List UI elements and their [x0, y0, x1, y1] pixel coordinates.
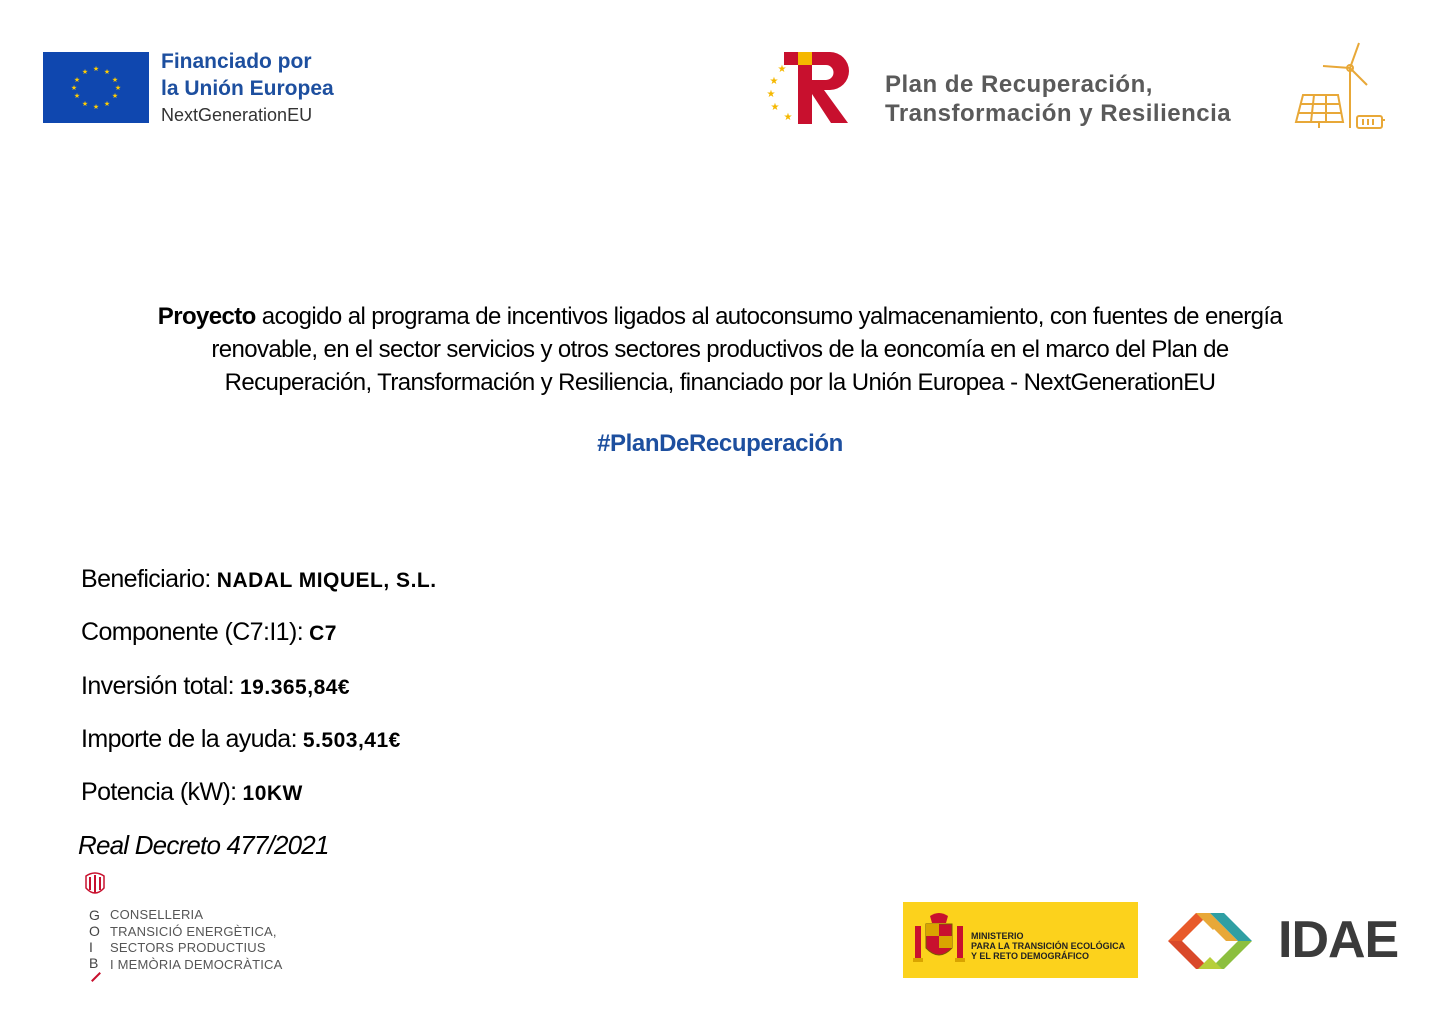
prtr-line-2: Transformación y Resiliencia [885, 100, 1232, 127]
ministerio-line: Y EL RETO DEMOGRÁFICO [971, 951, 1090, 961]
svg-text:★: ★ [777, 64, 787, 75]
svg-text:★: ★ [103, 100, 111, 108]
goib-letter: B [89, 955, 99, 971]
svg-text:★: ★ [770, 102, 780, 113]
field-label: Potencia (kW): [81, 778, 237, 806]
svg-text:★: ★ [92, 65, 100, 73]
goib-line: SECTORS PRODUCTIUS [110, 940, 266, 955]
ministerio-line: PARA LA TRANSICIÓN ECOLÓGICA [971, 941, 1126, 951]
ministerio-text [971, 931, 1125, 961]
field-label: Importe de la ayuda: [81, 725, 297, 753]
field-componente [81, 618, 337, 647]
eu-line-3: NextGenerationEU [161, 105, 313, 125]
field-value: 10KW [242, 782, 303, 805]
spain-coat-of-arms-icon [912, 912, 966, 970]
svg-text:★: ★ [769, 76, 779, 87]
svg-text:★: ★ [81, 68, 89, 76]
description-line-3: Recuperación, Transformación y Resiliencia, financiado por la Unión Europea - NextGenerationEU [224, 369, 1216, 396]
description-line-2: renovable, en el sector servicios y otros sectores productivos de la eoncomía en el marco del Plan de [211, 336, 1229, 363]
project-description [40, 300, 1400, 399]
wind-solar-battery-icon [1293, 40, 1388, 132]
eu-line-1: Financiado por [161, 50, 312, 73]
description-line-1-text: acogido al programa de incentivos ligados al autoconsumo yalmacenamiento, con fuentes de energía [255, 303, 1283, 330]
field-value: C7 [309, 622, 337, 645]
goib-letter: G [89, 907, 100, 923]
eu-funding-label [161, 48, 334, 128]
goib-crest-icon [84, 870, 106, 898]
field-importe [81, 725, 401, 754]
svg-text:★: ★ [111, 92, 119, 100]
field-label: Inversión total: [81, 672, 234, 700]
goib-line: CONSELLERIA [110, 907, 204, 922]
field-value: 5.503,41€ [302, 729, 401, 752]
hashtag: #PlanDeRecuperación [597, 430, 843, 457]
eu-flag-icon [43, 52, 149, 123]
field-inversion [81, 672, 350, 701]
svg-text:★: ★ [783, 112, 793, 123]
goib-letter: I [89, 939, 93, 955]
field-value: 19.365,84€ [240, 676, 351, 699]
goib-conselleria-text [110, 907, 283, 973]
prtr-logo-icon [768, 50, 863, 125]
svg-text:★: ★ [81, 100, 89, 108]
goib-slash-mark [91, 972, 101, 982]
svg-text:★: ★ [103, 68, 111, 76]
prtr-line-1: Plan de Recuperación, [885, 71, 1153, 98]
goib-line: I MEMÒRIA DEMOCRÀTICA [110, 956, 283, 972]
field-label: Beneficiario: [81, 565, 211, 593]
svg-text:★: ★ [73, 76, 81, 84]
svg-text:★: ★ [111, 76, 119, 84]
idae-logo-icon [1158, 903, 1270, 979]
field-label: Componente (C7:I1): [81, 618, 304, 646]
decree-label: Real Decreto 477/2021 [78, 830, 329, 860]
description-line-1 [40, 300, 1400, 333]
field-value: NADAL MIQUEL, S.L. [216, 569, 437, 592]
svg-text:★: ★ [114, 84, 122, 92]
eu-line-2: la Unión Europea [161, 77, 334, 100]
svg-text:★: ★ [92, 103, 100, 111]
svg-text:★: ★ [73, 92, 81, 100]
goib-letters [89, 907, 103, 971]
description-bold-word: Proyecto [157, 303, 256, 330]
svg-text:★: ★ [766, 89, 776, 100]
ministerio-line: MINISTERIO [971, 931, 1024, 941]
svg-text:★: ★ [70, 84, 78, 92]
idae-label: IDAE [1278, 911, 1399, 969]
field-potencia [81, 778, 303, 807]
prtr-title [885, 70, 1231, 128]
field-beneficiario [81, 565, 437, 594]
goib-line: TRANSICIÓ ENERGÈTICA, [110, 923, 277, 939]
goib-letter: O [89, 923, 100, 939]
